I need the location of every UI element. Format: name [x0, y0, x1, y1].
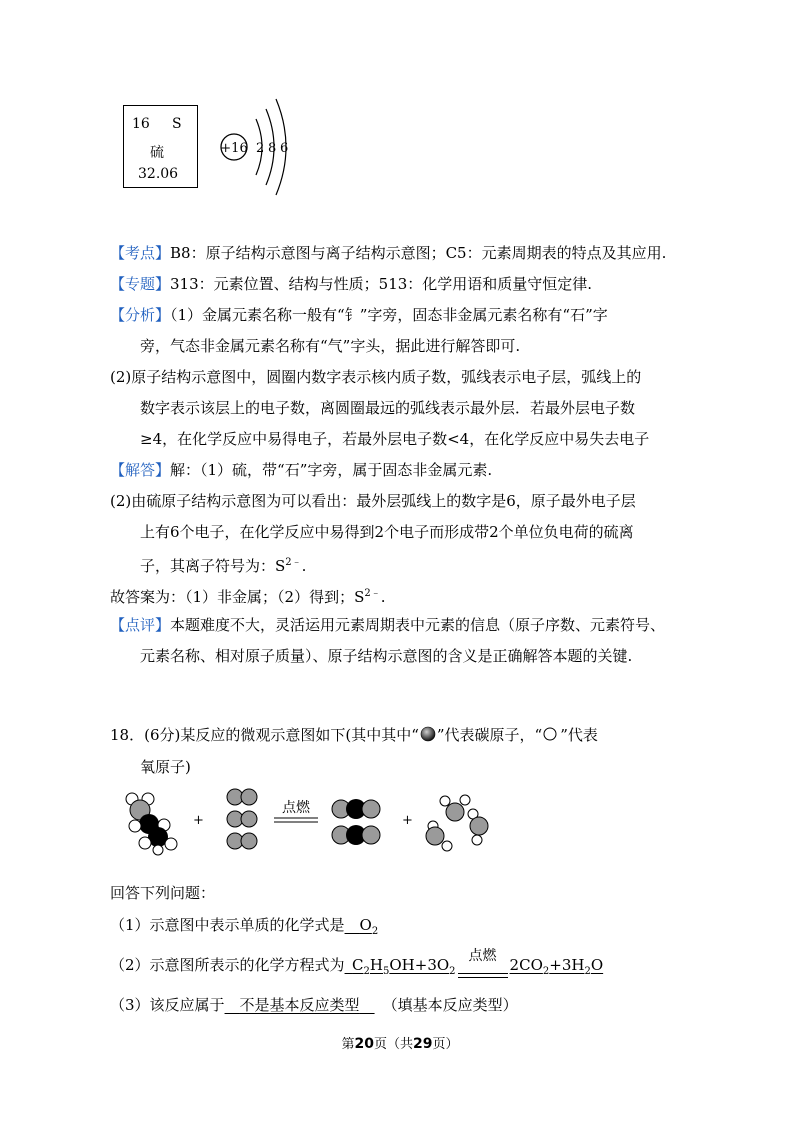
q3-prefix: （3）该反应属于: [110, 996, 225, 1014]
fenxi-line-1: [110, 305, 608, 325]
zhuanti-line: [110, 274, 592, 294]
q18-text-a: 18．(6分)某反应的微观示意图如下(其中其中“: [110, 726, 419, 744]
jieda2-line-1: (2)由硫原子结构示意图为可以看出：最外层弧线上的数字是6，原子最外电子层: [110, 492, 636, 510]
jieda2-line-3: [140, 553, 306, 576]
q2-h: H: [369, 956, 383, 974]
ethanol-molecule: [126, 793, 177, 855]
question-2: [110, 948, 604, 982]
element-card: [123, 105, 198, 188]
ion-period: .: [301, 557, 307, 575]
jieda-line: [110, 460, 492, 480]
reaction-condition: 点燃: [282, 800, 310, 816]
fenxi2-line-3: ≥4，在化学反应中易得电子，若最外层电子数<4，在化学反应中易失去电子: [140, 430, 650, 448]
carbon-dioxide-molecules: [332, 799, 380, 845]
q1-answer-sub: 2: [371, 926, 379, 937]
water-molecules: [426, 795, 488, 851]
questions-intro: 回答下列问题：: [110, 884, 216, 902]
dianping-tag: 【点评】: [110, 616, 171, 634]
kaodian-line: [110, 243, 666, 263]
q1-prefix: （1）示意图中表示单质的化学式是: [110, 916, 345, 934]
q2-equals: [458, 973, 508, 978]
q3-answer-text: 不是基本反应类型: [239, 996, 360, 1014]
answer-line: [110, 584, 386, 607]
answer-text: 故答案为：（1）非金属；（2）得到；S: [110, 588, 365, 606]
q2-oh: OH+3O: [389, 956, 450, 974]
jieda2-line-2: 上有6个电子，在化学反应中易得到2个电子而形成带2个单位负电荷的硫离: [140, 523, 634, 541]
dianping-text-1: 本题难度不大，灵活运用元素周期表中元素的信息（原子序数、元素符号、: [170, 616, 666, 634]
footer-page-number: 20: [354, 1036, 374, 1052]
page-footer: [0, 1033, 800, 1052]
element-name: 硫: [150, 145, 164, 161]
q2-co2-sub: 2: [542, 966, 550, 977]
q1-answer-o: O: [359, 916, 372, 934]
q18-text-b: ”代表碳原子，“: [436, 726, 543, 744]
q2-c: C: [352, 956, 364, 974]
plus-sign-1: +: [193, 813, 204, 828]
dianping-line-1: [110, 615, 665, 635]
jieda-text: 解：（1）硫，带“石”字旁，属于固态非金属元素.: [170, 461, 493, 479]
fenxi2-line-1: (2)原子结构示意图中，圆圈内数字表示核内质子数，弧线表示电子层，弧线上的: [110, 368, 642, 386]
oxygen-molecules: [227, 789, 257, 849]
fenxi-tag: 【分析】: [110, 306, 171, 324]
q2-plus3h: +3H: [549, 956, 585, 974]
q2-condition-arrow: [456, 948, 510, 982]
footer-total-pages: 29: [413, 1036, 433, 1052]
shell-electrons-2: 8: [268, 141, 277, 156]
atom-structure-diagram: [212, 95, 302, 200]
ion-text: 子，其离子符号为：S: [140, 557, 286, 575]
question-3: [110, 995, 518, 1015]
oxygen-atom-legend-icon: [542, 726, 560, 742]
dianping-line-2: 元素名称、相对原子质量）、原子结构示意图的含义是正确解答本题的关键.: [140, 647, 633, 665]
q2-o: O: [590, 956, 604, 974]
q2-c-sub: 2: [363, 966, 370, 977]
kaodian-text: B8：原子结构示意图与离子结构示意图；C5：元素周期表的特点及其应用.: [170, 244, 667, 262]
q2-co: 2CO: [509, 956, 543, 974]
question-1: [110, 915, 378, 942]
q3-suffix: （填基本反应类型）: [382, 996, 518, 1014]
fenxi-line-2: 旁，气态非金属元素名称有“气”字头，据此进行解答即可.: [140, 337, 521, 355]
ion-charge: 2﹣: [285, 557, 302, 568]
element-symbol: S: [172, 116, 182, 132]
atomic-mass: 32.06: [138, 166, 179, 182]
nucleus-charge: +16: [220, 141, 248, 156]
q2-h2-sub: 2: [584, 966, 591, 977]
plus-sign-2: +: [402, 813, 413, 828]
q2-answer-left: [345, 956, 456, 977]
footer-b: 页（共: [373, 1037, 413, 1052]
answer-charge: 2﹣: [364, 588, 381, 599]
q18-line-2: 氧原子): [140, 758, 191, 776]
q18-text-c: ”代表: [560, 726, 598, 744]
shell-electrons-3: 6: [280, 141, 289, 156]
kaodian-tag: 【考点】: [110, 244, 171, 262]
zhuanti-tag: 【专题】: [110, 275, 171, 293]
q3-answer: [225, 996, 375, 1014]
q2-condition: 点燃: [468, 948, 497, 964]
q2-h-sub: 5: [383, 966, 390, 977]
q18-line-1: [110, 725, 598, 745]
q2-prefix: （2）示意图所表示的化学方程式为: [110, 956, 345, 974]
fenxi-text-1: （1）金属元素名称一般有“钅”字旁，固态非金属元素名称有“石”字: [170, 306, 608, 324]
fenxi2-line-2: 数字表示该层上的电子数，离圆圈最远的弧线表示最外层．若最外层电子数: [140, 399, 636, 417]
carbon-atom-legend-icon: [419, 726, 437, 742]
jieda-tag: 【解答】: [110, 461, 171, 479]
footer-a: 第: [341, 1037, 355, 1052]
shell-electrons-1: 2: [256, 141, 265, 156]
answer-period: .: [380, 588, 386, 606]
q2-answer-right: [509, 956, 604, 977]
footer-c: 页）: [432, 1037, 459, 1052]
zhuanti-text: 313：元素位置、结构与性质；513：化学用语和质量守恒定律.: [170, 275, 593, 293]
atomic-number: 16: [132, 116, 150, 132]
q2-o2-sub: 2: [449, 966, 456, 977]
reaction-diagram: [115, 788, 505, 856]
q1-answer: [345, 916, 379, 937]
